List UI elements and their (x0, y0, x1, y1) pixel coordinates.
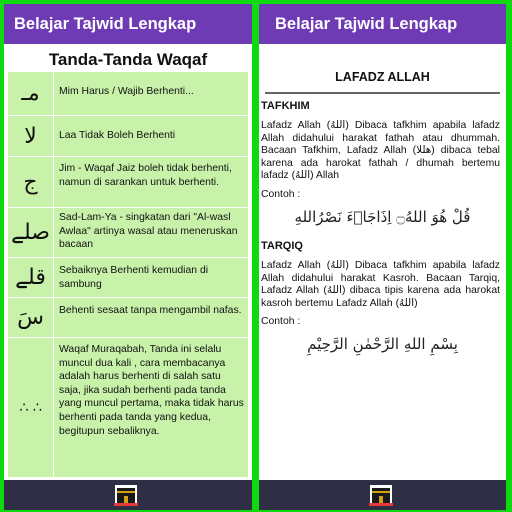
waqaf-description: Jim - Waqaf Jaiz boleh tidak berhenti, namun di sarankan untuk berhenti. (54, 157, 248, 207)
kaaba-icon[interactable] (114, 484, 138, 506)
card-title: LAFADZ ALLAH (335, 70, 430, 84)
right-screen (259, 4, 506, 510)
waqaf-symbol: قلے (8, 258, 53, 297)
list-item[interactable] (8, 208, 248, 258)
section-paragraph: Lafadz Allah (اللهُ) Dibaca tafkhim apabila lafadz Allah didahului harakat Kasroh. Bacaan Tarqiq, Lafadz Allah (اللهُ) dibaca tipis karena ada harokat kasroh bertemu Lafadz Allah (اللهُ) (261, 259, 500, 309)
section-heading: TAFKHIM (261, 100, 310, 112)
section-paragraph: Lafadz Allah (اللهُ) Dibaca tafkhim apabila lafadz Allah didahului harakat fathah atau dhummah. Bacaan Tafkhim, Lafadz Allah (هللا) dibaca tebal karena ada harokat fathah / dhumah bertemu lafadz (اللهُ) Allah (261, 120, 500, 182)
waqaf-symbol: سَ (8, 298, 53, 337)
waqaf-symbol: لا (8, 116, 53, 156)
waqaf-description: Behenti sesaat tanpa mengambil nafas. (54, 298, 248, 337)
list-item[interactable] (8, 72, 248, 116)
waqaf-description: Mim Harus / Wajib Berhenti... (54, 72, 248, 115)
list-item[interactable] (8, 298, 248, 338)
app-title-bar: Belajar Tajwid Lengkap (259, 4, 506, 44)
list-item[interactable] (8, 116, 248, 157)
list-item[interactable] (8, 157, 248, 208)
page-title: Tanda-Tanda Waqaf (48, 50, 208, 69)
section-tarqiq (259, 234, 506, 361)
app-title-bar: Belajar Tajwid Lengkap (4, 4, 252, 44)
bottom-bar (4, 480, 252, 510)
example-label: Contoh : (261, 316, 301, 328)
waqaf-list (8, 72, 248, 478)
waqaf-symbol: صلے (8, 208, 53, 257)
bottom-bar (259, 480, 506, 510)
waqaf-symbol: ∴ ∴ (8, 338, 53, 477)
left-screen (4, 4, 252, 510)
list-item[interactable] (8, 258, 248, 298)
waqaf-description: Sebaiknya Berhenti kemudian di sambung (54, 258, 248, 297)
example-label: Contoh : (261, 188, 301, 200)
waqaf-symbol: مـ (8, 72, 53, 115)
waqaf-symbol: ج (8, 157, 53, 207)
waqaf-description: Waqaf Muraqabah, Tanda ini selalu muncul dua kali , cara membacanya adalah harus berhenti di salah satu saja, jika sudah berhenti pada tanda yang muncul pertama, maka tidak harus berhenti pada tanda yang kedua, begitupun sebaliknya. (54, 338, 248, 477)
kaaba-icon[interactable] (369, 484, 393, 506)
section-tafkhim (259, 94, 506, 234)
list-item[interactable] (8, 338, 248, 478)
section-heading: TARQIQ (261, 239, 303, 252)
arabic-example: بِسْمِ اللهِ الرَّحْمٰنِ الرَّحِيْمِ (307, 335, 458, 354)
waqaf-description: Sad-Lam-Ya - singkatan dari "Al-wasl Awlaa" artinya wasal atau meneruskan bacaan (54, 208, 248, 257)
content-card (259, 52, 506, 480)
waqaf-description: Laa Tidak Boleh Berhenti (54, 116, 248, 156)
arabic-example: قُلْ هُوَ اللهُ۝ اِذَاجَاۤءَ نَصْرُاللهِ (294, 207, 471, 226)
